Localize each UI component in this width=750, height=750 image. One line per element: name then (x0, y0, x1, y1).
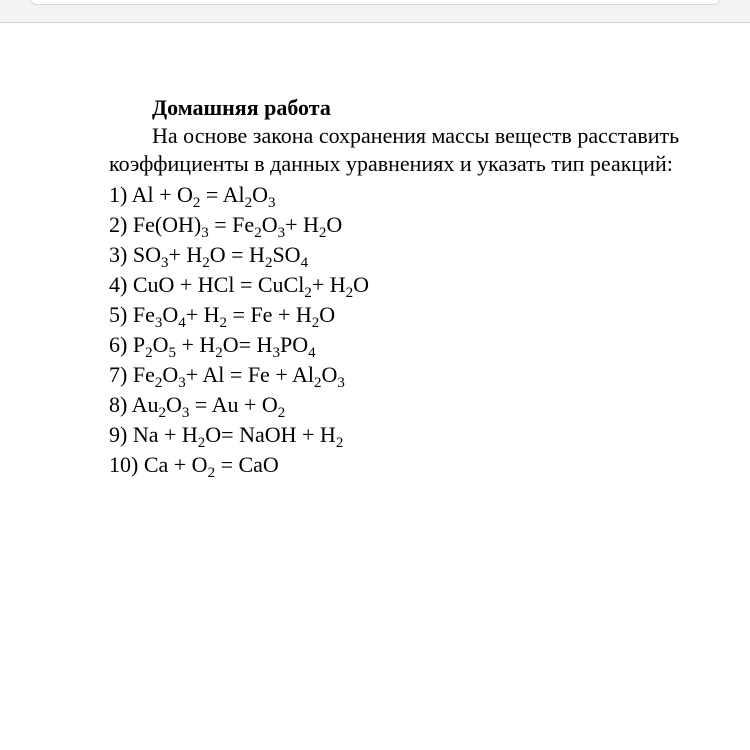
equation-item (109, 360, 719, 390)
subscript: 2 (158, 405, 167, 421)
equation-item (109, 420, 719, 450)
subscript: 4 (178, 315, 186, 331)
top-bar (0, 0, 750, 23)
equation-number: 2) (109, 212, 133, 237)
equation-number: 3) (109, 242, 133, 267)
equation-text: O = H (209, 242, 265, 267)
equation-text: O (152, 332, 169, 357)
equation-item (109, 240, 719, 270)
equation-text: O (252, 182, 269, 207)
equation-text: P (132, 332, 146, 357)
subscript: 2 (318, 225, 327, 241)
equation-number: 6) (109, 332, 133, 357)
document-intro: На основе закона сохранения массы веществ расставить коэффициенты в данных уравнениях и указать тип реакций: (109, 123, 680, 176)
equation-text: PO (279, 332, 309, 357)
subscript: 3 (277, 225, 286, 241)
equation-number: 10) (109, 452, 144, 477)
equation-number: 8) (109, 392, 132, 417)
subscript: 2 (202, 255, 210, 271)
equation-text: Al + O (131, 182, 193, 207)
equation-number: 9) (109, 422, 133, 447)
subscript: 3 (272, 345, 280, 361)
equation-text: + H (311, 272, 346, 297)
equation-text: Fe (132, 362, 155, 387)
subscript: 3 (337, 375, 345, 391)
equation-number: 4) (109, 272, 133, 297)
subscript: 3 (181, 405, 190, 421)
equation-text: = Fe + H (227, 302, 312, 327)
equation-text: Fe (132, 302, 155, 327)
subscript: 4 (308, 345, 316, 361)
equation-text: = Au + O (189, 392, 278, 417)
equation-text: O (162, 302, 179, 327)
top-bar-edge (30, 0, 720, 5)
equation-item (109, 390, 719, 420)
subscript: 2 (311, 315, 320, 331)
equation-text: Na + H (132, 422, 198, 447)
equation-text: = Al (200, 182, 245, 207)
equation-text: Au (131, 392, 159, 417)
subscript: 5 (168, 345, 176, 361)
equation-text: + H (168, 242, 203, 267)
equation-item (109, 180, 719, 210)
subscript: 2 (345, 285, 354, 301)
subscript: 2 (244, 195, 253, 211)
subscript: 2 (207, 465, 216, 481)
equation-number: 7) (109, 362, 133, 387)
equation-item (109, 270, 719, 300)
equation-item (109, 330, 719, 360)
equation-text: SO (132, 242, 161, 267)
equation-number: 1) (109, 182, 132, 207)
subscript: 2 (277, 405, 286, 421)
subscript: 2 (215, 345, 223, 361)
subscript: 2 (145, 345, 153, 361)
subscript: 3 (268, 195, 276, 211)
equation-text: O (326, 212, 343, 237)
document (109, 94, 719, 480)
equation-text: Ca + O (143, 452, 208, 477)
subscript: 2 (154, 375, 163, 391)
subscript: 2 (197, 435, 206, 451)
subscript: 2 (314, 375, 322, 391)
equation-text: O= H (222, 332, 273, 357)
document-title: Домашняя работа (152, 95, 331, 120)
equation-text: O (353, 272, 370, 297)
subscript: 2 (264, 255, 273, 271)
equation-text: O (162, 362, 179, 387)
equation-text: O (319, 302, 336, 327)
equation-text: Fe(OH) (132, 212, 202, 237)
subscript: 2 (304, 285, 312, 301)
equation-text: + H (175, 332, 216, 357)
equation-text: O (321, 362, 338, 387)
equation-item (109, 450, 719, 480)
subscript: 3 (154, 315, 163, 331)
equation-text: O (166, 392, 182, 417)
equation-text: O (261, 212, 278, 237)
equation-item (109, 210, 719, 240)
equation-text: + H (185, 302, 220, 327)
subscript: 2 (254, 225, 262, 241)
subscript: 2 (335, 435, 344, 451)
equation-number: 5) (109, 302, 133, 327)
subscript: 3 (178, 375, 186, 391)
subscript: 4 (300, 255, 309, 271)
equation-text: O= NaOH + H (205, 422, 336, 447)
subscript: 3 (201, 225, 209, 241)
equation-text: SO (272, 242, 301, 267)
equation-item (109, 300, 719, 330)
equation-list (109, 180, 719, 480)
equation-text: + H (285, 212, 319, 237)
equation-text: CuO + HCl = CuCl (132, 272, 305, 297)
equation-text: + Al = Fe + Al (185, 362, 315, 387)
subscript: 3 (160, 255, 169, 271)
equation-text: = CaO (215, 452, 279, 477)
subscript: 2 (219, 315, 228, 331)
equation-text: = Fe (208, 212, 255, 237)
subscript: 2 (192, 195, 201, 211)
